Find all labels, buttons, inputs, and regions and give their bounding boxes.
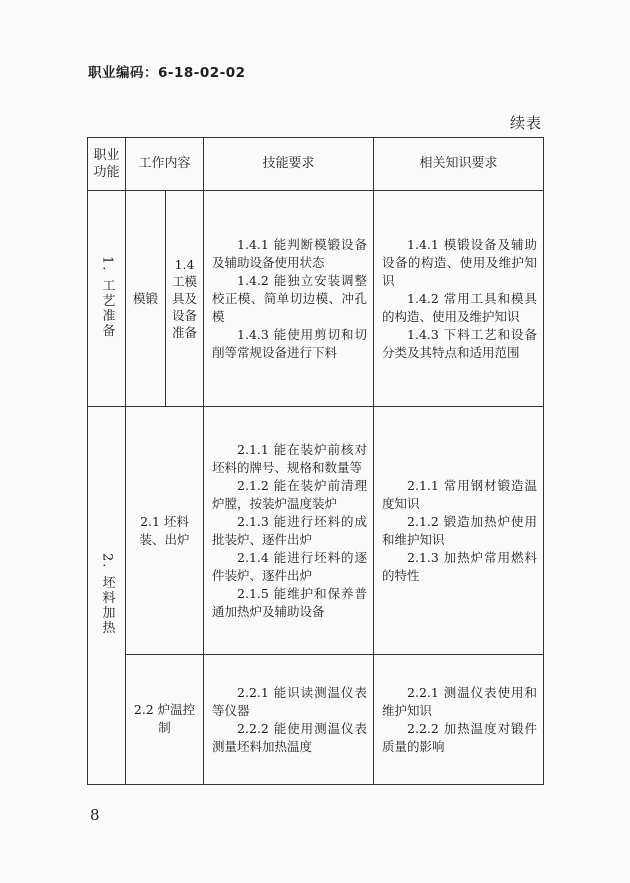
task-cell: 模锻	[126, 191, 166, 407]
function-label: 2. 坯料加热	[99, 552, 115, 636]
skills-cell	[204, 191, 374, 407]
function-label: 1. 工艺准备	[99, 255, 115, 339]
function-cell	[88, 191, 126, 407]
skills-cell	[204, 407, 374, 655]
function-cell	[88, 407, 126, 785]
knowledge-item: 1.4.3 下料工艺和设备分类及其特点和适用范围	[382, 326, 538, 360]
task-cell: 2.1 坯料装、出炉	[126, 407, 204, 655]
skill-item: 1.4.3 能使用剪切和切削等常规设备进行下料	[212, 326, 368, 360]
skill-item: 2.1.5 能维护和保养普通加热炉及辅助设备	[212, 585, 368, 619]
subtask-cell: 1.4工模具及设备准备	[166, 191, 204, 407]
skill-item: 2.1.1 能在装炉前核对坯料的牌号、规格和数量等	[212, 441, 368, 475]
knowledge-item: 2.1.3 加热炉常用燃料的特性	[382, 549, 538, 583]
skills-table	[87, 137, 544, 785]
knowledge-item: 2.2.1 测温仪表使用和维护知识	[382, 684, 538, 718]
skill-item: 1.4.2 能独立安装调整校正模、简单切边模、冲孔模	[212, 272, 368, 324]
skill-item: 1.4.1 能判断模锻设备及辅助设备使用状态	[212, 236, 368, 270]
header-row	[88, 138, 544, 191]
knowledge-item: 1.4.2 常用工具和模具的构造、使用及维护知识	[382, 290, 538, 324]
knowledge-cell	[374, 407, 544, 655]
skill-item: 2.2.1 能识读测温仪表等仪器	[212, 684, 368, 718]
skill-item: 2.2.2 能使用测温仪表测量坯料加热温度	[212, 720, 368, 754]
knowledge-cell	[374, 655, 544, 785]
header-skills: 技能要求	[204, 138, 374, 191]
knowledge-item: 2.1.2 锻造加热炉使用和维护知识	[382, 513, 538, 547]
continued-label: 续表	[509, 114, 542, 132]
occupation-code: 职业编码：6-18-02-02	[88, 65, 246, 81]
knowledge-item: 1.4.1 模锻设备及辅助设备的构造、使用及维护知识	[382, 236, 538, 288]
knowledge-item: 2.1.1 常用钢材锻造温度知识	[382, 477, 538, 511]
table-row	[88, 191, 544, 407]
table-row	[88, 655, 544, 785]
header-knowledge: 相关知识要求	[374, 138, 544, 191]
task-cell: 2.2 炉温控制	[126, 655, 204, 785]
table-row	[88, 407, 544, 655]
knowledge-item: 2.2.2 加热温度对锻件质量的影响	[382, 720, 538, 754]
skill-item: 2.1.2 能在装炉前清理炉膛，按装炉温度装炉	[212, 477, 368, 511]
knowledge-cell	[374, 191, 544, 407]
skills-cell	[204, 655, 374, 785]
skill-item: 2.1.3 能进行坯料的成批装炉、逐件出炉	[212, 513, 368, 547]
header-work-content: 工作内容	[126, 138, 204, 191]
header-function: 职业功能	[88, 138, 126, 191]
skill-item: 2.1.4 能进行坯料的逐件装炉、逐件出炉	[212, 549, 368, 583]
page-number: 8	[90, 806, 100, 824]
